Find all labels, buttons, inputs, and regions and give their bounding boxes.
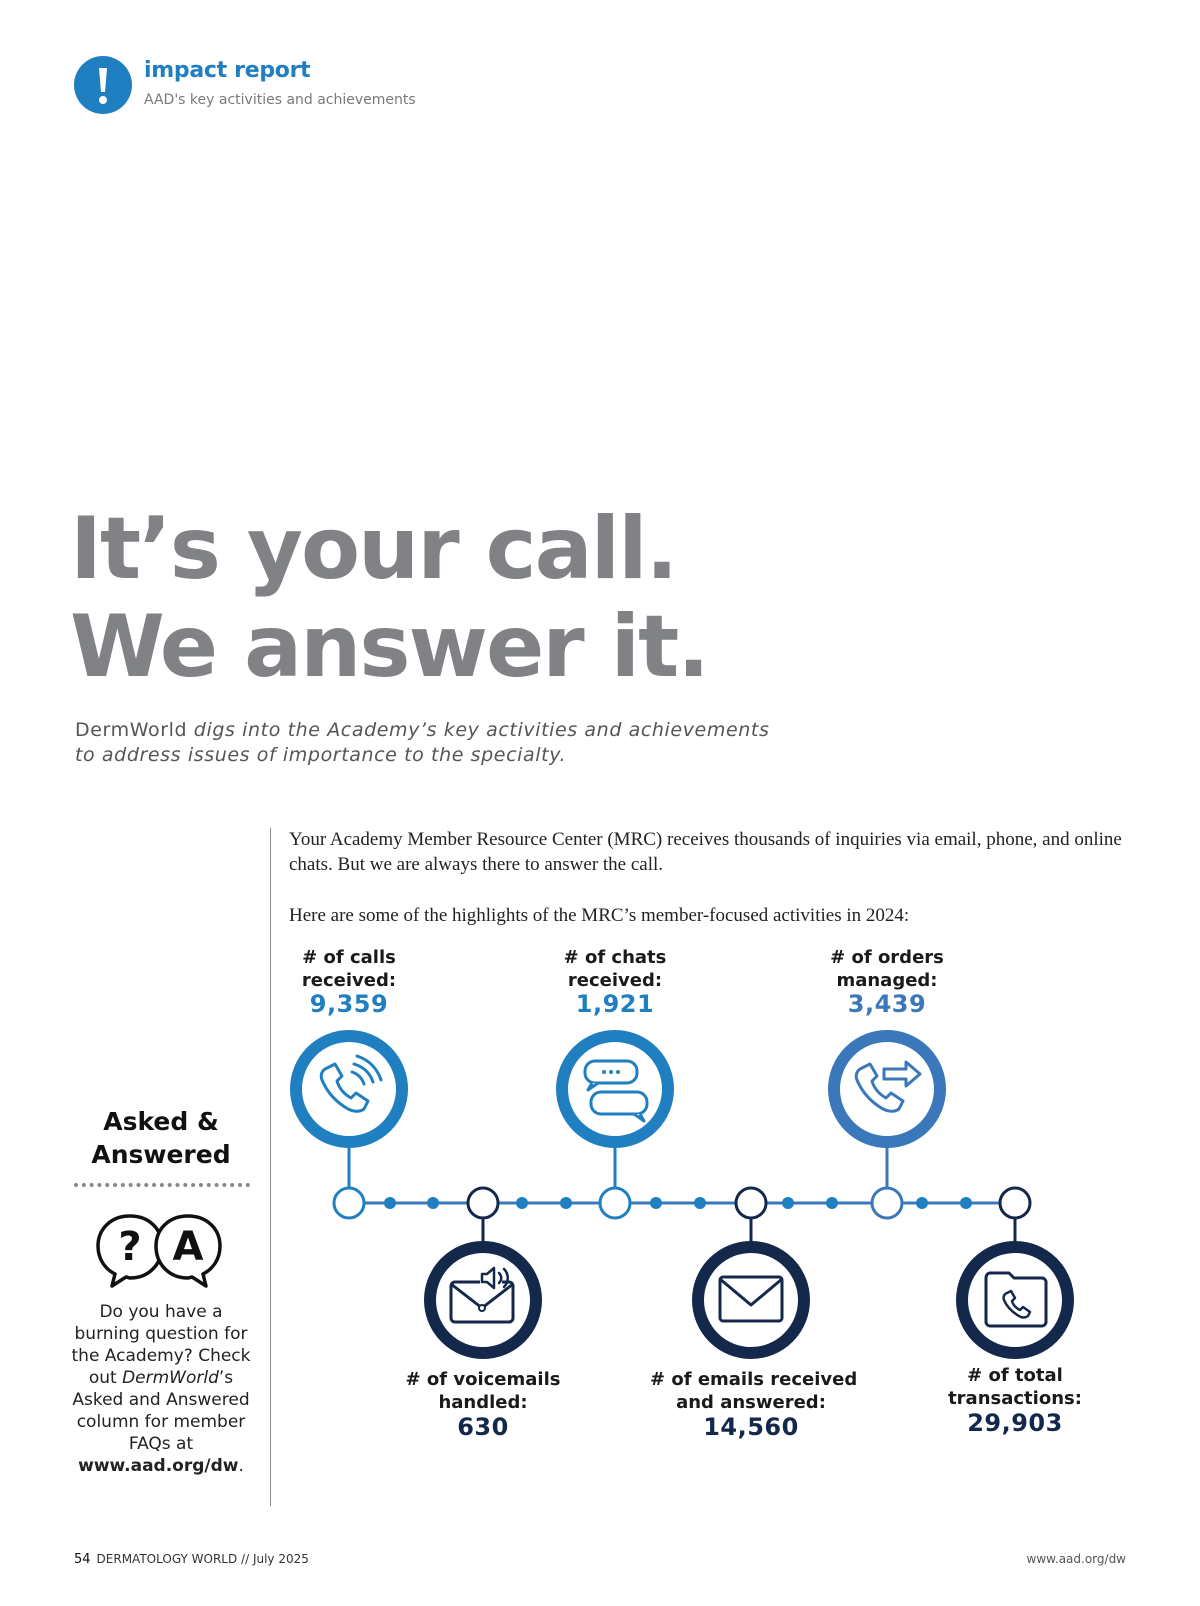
orders-label-line-2: managed:	[836, 970, 938, 991]
deck	[75, 718, 769, 768]
dotted-divider	[74, 1183, 250, 1187]
transactions-label-line-2: transactions:	[948, 1388, 1082, 1409]
calls-label-line-1: # of calls	[302, 947, 396, 968]
page-number: 54	[74, 1552, 91, 1567]
orders-label	[812, 946, 962, 992]
emails-label-line-2: and answered:	[676, 1392, 826, 1413]
phone-forward-icon	[834, 1036, 940, 1142]
footer-publication	[74, 1552, 309, 1567]
timeline-node	[334, 1188, 364, 1218]
sidebar-text-period: .	[238, 1456, 244, 1476]
chats-label-line-1: # of chats	[563, 947, 667, 968]
sidebar-link[interactable]: www.aad.org/dw	[78, 1456, 239, 1476]
deck-text-1: digs into the Academy’s key activities and achievements	[187, 719, 770, 741]
phone-sound-icon	[296, 1036, 402, 1142]
publication-name: DERMATOLOGY WORLD // July 2025	[96, 1552, 309, 1566]
question-mark: ?	[118, 1224, 142, 1270]
intro	[289, 827, 1139, 954]
section-title: impact report	[144, 58, 311, 83]
sidebar-text-part-1: Do you have a burning question for the Academy? Check out	[71, 1302, 251, 1388]
stats-timeline	[280, 1030, 1080, 1375]
voicemails-value: 630	[457, 1413, 509, 1441]
sidebar-text	[68, 1301, 254, 1477]
section-subtitle: AAD's key activities and achievements	[144, 92, 416, 108]
orders-value: 3,439	[847, 990, 927, 1018]
chats-label	[540, 946, 690, 992]
deck-text-2: to address issues of importance to the specialty.	[75, 744, 567, 766]
transactions-label-line-1: # of total	[967, 1365, 1063, 1386]
calls-label-line-2: received:	[301, 970, 397, 991]
sidebar-title-line-2: Answered	[91, 1140, 231, 1169]
chats-value: 1,921	[575, 990, 655, 1018]
emails-label	[650, 1368, 858, 1414]
headline	[70, 500, 708, 696]
intro-paragraph-1: Your Academy Member Resource Center (MRC) receives thousands of inquiries via email, phone, and online chats. But we are always there to answer the call.	[289, 829, 1122, 875]
sidebar-text-part-2: ’s Asked and Answered column for member FAQs at	[72, 1368, 250, 1454]
timeline-node	[1000, 1188, 1030, 1218]
emails-value: 14,560	[703, 1413, 799, 1441]
sidebar-text-italic: DermWorld	[122, 1368, 219, 1388]
headline-line-1: It’s your call.	[70, 499, 677, 599]
deck-brand: DermWorld	[75, 719, 188, 741]
footer-url[interactable]: www.aad.org/dw	[1026, 1552, 1126, 1566]
intro-paragraph-2: Here are some of the highlights of the MRC’s member-focused activities in 2024:	[289, 905, 910, 926]
timeline-node	[872, 1188, 902, 1218]
transactions-label	[935, 1364, 1095, 1410]
voicemails-label-line-1: # of voicemails	[405, 1369, 561, 1390]
orders-label-line-1: # of orders	[830, 947, 944, 968]
envelope-icon	[698, 1247, 804, 1353]
sidebar-title	[68, 1105, 254, 1171]
folder-phone-icon	[962, 1247, 1068, 1353]
chats-label-line-2: received:	[567, 970, 663, 991]
column-divider	[270, 828, 271, 1506]
timeline-node	[600, 1188, 630, 1218]
question-answer-icon	[94, 1212, 224, 1294]
transactions-value: 29,903	[967, 1409, 1063, 1437]
alert-icon	[74, 56, 132, 114]
chat-bubbles-icon	[562, 1036, 668, 1142]
headline-line-2: We answer it.	[70, 597, 708, 697]
voicemails-label-line-2: handled:	[438, 1392, 528, 1413]
timeline-node	[468, 1188, 498, 1218]
timeline-node	[736, 1188, 766, 1218]
calls-value: 9,359	[309, 990, 389, 1018]
calls-label	[274, 946, 424, 992]
answer-letter: A	[172, 1224, 204, 1270]
sidebar-title-line-1: Asked &	[103, 1107, 219, 1136]
emails-label-line-1: # of emails received	[650, 1369, 858, 1390]
voicemails-label	[398, 1368, 568, 1414]
voicemail-envelope-icon	[430, 1247, 536, 1353]
